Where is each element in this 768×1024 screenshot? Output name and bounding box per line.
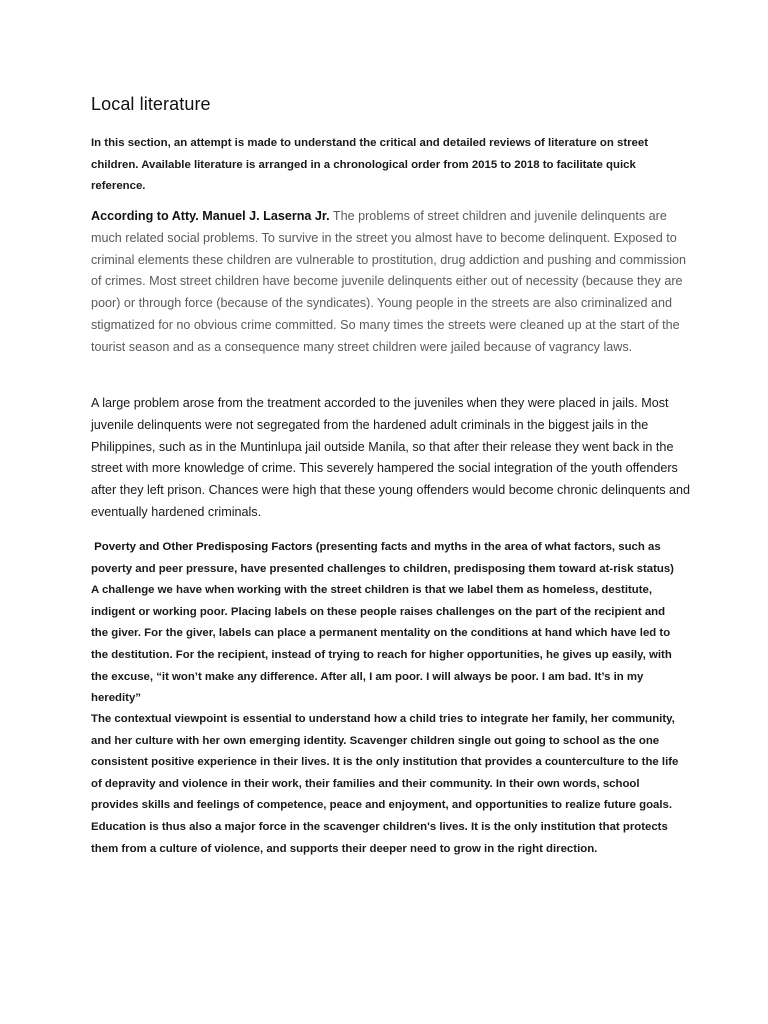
laserna-body: The problems of street children and juvenile delinquents are much related social problems. To survive in the street you almost have to become delinquent. Exposed to criminal elements these children are vulnerable to prostitution, drug addiction and pushing and commission of crimes. Most street children have become juvenile delinquents either out of necessity (because they are poor) or through force (because of the syndicates). Young people in the streets are also criminalized and stigmatized for no obvious crime committed. So many times the streets were cleaned up at the start of the tourist season and as a consequence many street children were jailed because of vagrancy laws.: [91, 209, 687, 354]
laserna-lead: According to Atty. Manuel J. Laserna Jr.: [91, 209, 330, 223]
juveniles-paragraph: A large problem arose from the treatment accorded to the juveniles when they were placed in jails. Most juvenile delinquents were not segregated from the hardened adult criminals in the biggest jails in the Philippines, such as in the Muntinlupa jail outside Manila, so that after their release they went back in the street with more knowledge of crime. This severely hampered the social integration of the youth offenders after they left prison. Chances were high that these young offenders would become chronic delinquents and eventually hardened criminals.: [91, 396, 691, 519]
intro-paragraph: In this section, an attempt is made to understand the critical and detailed reviews of literature on street children. Available literature is arranged in a chronological order from 2015 to 2018 to facilitate quick reference.: [91, 137, 649, 193]
contextual-paragraph: The contextual viewpoint is essential to understand how a child tries to integrate her family, her community, and her culture with her own emerging identity. Scavenger children single out going to school as the one consistent positive experience in their lives. It is the only institution that provides a counterculture to the life of depravity and violence in their work, their families and their community. In their own words, school provides skills and feelings of competence, peace and enjoyment, and opportunities to realize future goals. Education is thus also a major force in the scavenger children's lives. It is the only institution that protects them from a culture of violence, and supports their deeper need to grow in the right direction.: [91, 713, 679, 855]
laserna-paragraph: [91, 206, 691, 359]
poverty-body: (presenting facts and myths in the area of what factors, such as poverty and peer pressure, have presented challenges to children, predisposing them toward at-risk status) A challenge we have when working with the street children is that we label them as homeless, destitute, indigent or working poor. Placing labels on these people raises challenges on the part of the recipient and the giver. For the giver, labels can place a permanent mentality on the conditions at hand which have led to the destitution. For the recipient, instead of trying to reach for higher opportunities, he gives up easily, with the excuse, “it won’t make any difference. After all, I am poor. I will always be poor. I am bad. It’s in my heredity”: [91, 541, 674, 705]
poverty-paragraph: [91, 537, 681, 710]
section-heading: Local literature: [91, 94, 211, 114]
poverty-lead: Poverty and Other Predisposing Factors: [94, 541, 313, 553]
